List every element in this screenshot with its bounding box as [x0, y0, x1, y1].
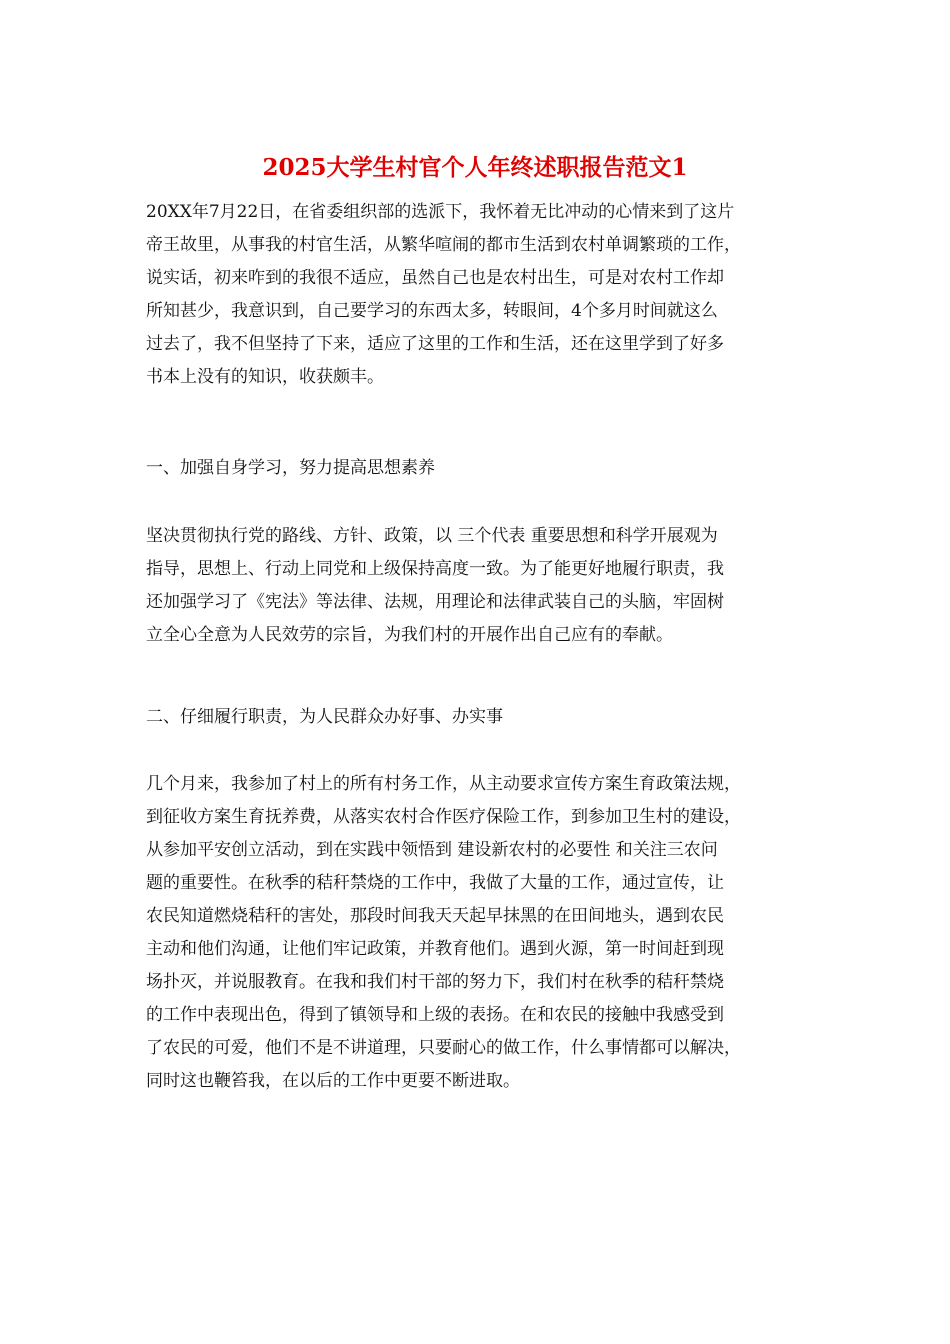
text-line: 从参加平安创立活动，到在实践中领悟到 建设新农村的必要性 和关注三农问 [146, 840, 718, 860]
text-line: 场扑灭，并说服教育。在我和我们村干部的努力下，我们村在秋季的秸秆禁烧 [146, 972, 724, 992]
section-heading-1: 一、加强自身学习，努力提高思想素养 [146, 458, 435, 478]
text-line: 还加强学习了《宪法》等法律、法规，用理论和法律武装自己的头脑，牢固树 [146, 592, 724, 612]
document-title: 2025大学生村官个人年终述职报告范文1 [262, 154, 688, 181]
text-line: 所知甚少，我意识到，自己要学习的东西太多，转眼间，4个多月时间就这么 [146, 301, 718, 321]
text-line: 到征收方案生育抚养费，从落实农村合作医疗保险工作，到参加卫生村的建设， [146, 807, 741, 827]
text-line: 同时这也鞭笞我，在以后的工作中更要不断进取。 [146, 1071, 520, 1091]
text-line: 过去了，我不但坚持了下来，适应了这里的工作和生活，还在这里学到了好多 [146, 334, 724, 354]
text-line: 20XX年7月22日，在省委组织部的选派下，我怀着无比冲动的心情来到了这片 [146, 202, 735, 222]
text-line: 书本上没有的知识，收获颇丰。 [146, 367, 384, 387]
text-line: 农民知道燃烧秸秆的害处，那段时间我天天起早抹黑的在田间地头，遇到农民 [146, 906, 724, 926]
text-line: 说实话，初来咋到的我很不适应，虽然自己也是农村出生，可是对农村工作却 [146, 268, 724, 288]
text-line: 题的重要性。在秋季的秸秆禁烧的工作中，我做了大量的工作，通过宣传，让 [146, 873, 724, 893]
text-line: 主动和他们沟通，让他们牢记政策，并教育他们。遇到火源，第一时间赶到现 [146, 939, 724, 959]
section-heading-2: 二、仔细履行职责，为人民群众办好事、办实事 [146, 707, 503, 727]
text-line: 几个月来，我参加了村上的所有村务工作，从主动要求宣传方案生育政策法规， [146, 774, 741, 794]
text-line: 了农民的可爱，他们不是不讲道理，只要耐心的做工作，什么事情都可以解决， [146, 1038, 741, 1058]
text-line: 立全心全意为人民效劳的宗旨，为我们村的开展作出自己应有的奉献。 [146, 625, 673, 645]
text-line: 指导，思想上、行动上同党和上级保持高度一致。为了能更好地履行职责，我 [146, 559, 724, 579]
text-line: 帝王故里，从事我的村官生活，从繁华喧闹的都市生活到农村单调繁琐的工作， [146, 235, 741, 255]
text-line: 的工作中表现出色，得到了镇领导和上级的表扬。在和农民的接触中我感受到 [146, 1005, 724, 1025]
text-line: 坚决贯彻执行党的路线、方针、政策，以 三个代表 重要思想和科学开展观为 [146, 526, 718, 546]
